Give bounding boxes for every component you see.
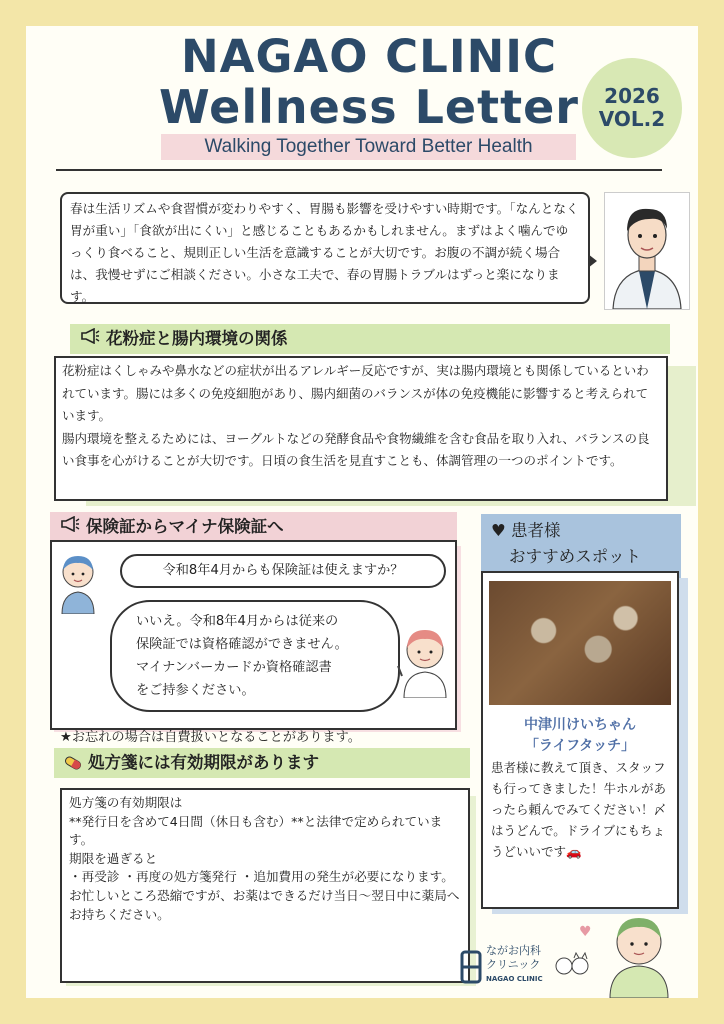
megaphone-icon xyxy=(60,512,80,542)
car-icon: 🚗 xyxy=(566,844,582,859)
prescription-line: ・再受診 ・再度の処方箋発行 ・追加費用の発生が必要になります。お忙しいところ恐縮ですが、お薬はできるだけ当日〜翌日中に薬局へお持ちください。 xyxy=(69,869,460,922)
food-photo xyxy=(489,581,671,705)
tagline: Walking Together Toward Better Health xyxy=(161,134,576,160)
heart-icon: ♥ xyxy=(491,521,506,540)
patient-illustration xyxy=(58,548,98,618)
newsletter-page xyxy=(26,26,698,998)
spot-heading xyxy=(481,514,681,578)
answer-line: いいえ。令和8年4月からは従来の xyxy=(136,614,339,629)
pill-icon xyxy=(64,750,82,780)
prescription-line: **発行日を含めて4日間（休日も含む）**と法律で定められています。 xyxy=(69,813,443,848)
prescription-line: 期限を過ぎると xyxy=(69,850,158,866)
prescription-line: 処方箋の有効期限は xyxy=(69,795,183,810)
answer-line: 保険証では資格確認ができません。 xyxy=(136,637,348,652)
prescription-body xyxy=(60,788,470,983)
logo-jp-line2: クリニック xyxy=(486,958,541,971)
volume-badge xyxy=(582,58,682,158)
answer-bubble xyxy=(110,600,400,712)
title-line2: Wellness Letter xyxy=(159,80,579,134)
prescription-heading xyxy=(54,748,470,778)
insurance-heading-text: 保険証からマイナ保険証へ xyxy=(86,517,284,536)
pollen-body xyxy=(54,356,668,501)
insurance-heading xyxy=(50,512,457,542)
title-line1: NAGAO CLINIC xyxy=(180,30,558,83)
speech-tail xyxy=(588,254,597,268)
spot-description-text: 患者様に教えて頂き、スタッフも行ってきました！牛ホルがあったら頼んでみてください！〆はうどんで。ドライブにもちょうどいいです xyxy=(491,760,667,859)
pollen-heading xyxy=(70,324,670,354)
staff-illustration xyxy=(606,908,672,1002)
spot-name-line1: 中津川けいちゃん xyxy=(524,717,636,733)
spot-body xyxy=(481,571,679,909)
megaphone-icon xyxy=(80,324,100,354)
answer-line: マイナンバーカードか資格確認書 xyxy=(136,660,332,675)
spot-name-line2: 「ライフタッチ」 xyxy=(524,738,636,754)
spot-heading-line1: 患者様 xyxy=(511,521,561,540)
logo-en: NAGAO CLINIC xyxy=(486,975,543,983)
intro-message: 春は生活リズムや食習慣が変わりやすく、胃腸も影響を受けやすい時期です。「なんとなく胃が重い」「食欲が出にくい」と感じることもあるかもしれません。まずはよく噛んでゆっくり食べること、規則正しい生活を意識することが大切です。お腹の不調が続く場合は、我慢せずにご相談ください。小さな工夫で、春の胃腸トラブルはずっと楽になります。 xyxy=(60,192,590,304)
heart-icon: ♥ xyxy=(579,924,592,940)
question-bubble: 令和8年4月からも保険証は使えますか？ xyxy=(120,554,446,588)
pollen-text-1: 花粉症はくしゃみや鼻水などの症状が出るアレルギー反応ですが、実は腸内環境とも関係しているといわれています。腸には多くの免疫細胞があり、腸内細菌のバランスが体の免疫機能に影響すると考えられています。 xyxy=(62,363,649,423)
prescription-heading-text: 処方箋には有効期限があります xyxy=(88,753,319,772)
clinic-logo xyxy=(460,940,590,996)
header-divider xyxy=(56,169,662,171)
spot-heading-line2: おすすめスポット xyxy=(509,547,642,566)
year-label: 2026 xyxy=(604,84,660,108)
logo-jp-line1: ながお内科 xyxy=(486,944,541,957)
nurse-illustration xyxy=(396,618,454,702)
pets-icon xyxy=(554,952,590,982)
insurance-body xyxy=(50,540,457,745)
doctor-illustration xyxy=(604,192,690,310)
pollen-text-2: 腸内環境を整えるためには、ヨーグルトなどの発酵食品や食物繊維を含む食品を取り入れ、バランスの良い食事を心がけることが大切です。日頃の食生活を見直すことも、体調管理の一つのポイントです。 xyxy=(62,430,650,468)
insurance-note: ★お忘れの場合は自費扱いとなることがあります。 xyxy=(60,730,361,745)
spot-description xyxy=(483,757,677,862)
pollen-heading-text: 花粉症と腸内環境の関係 xyxy=(106,329,288,348)
vol-label: VOL.2 xyxy=(598,107,666,131)
answer-line: をご持参ください。 xyxy=(136,683,255,698)
